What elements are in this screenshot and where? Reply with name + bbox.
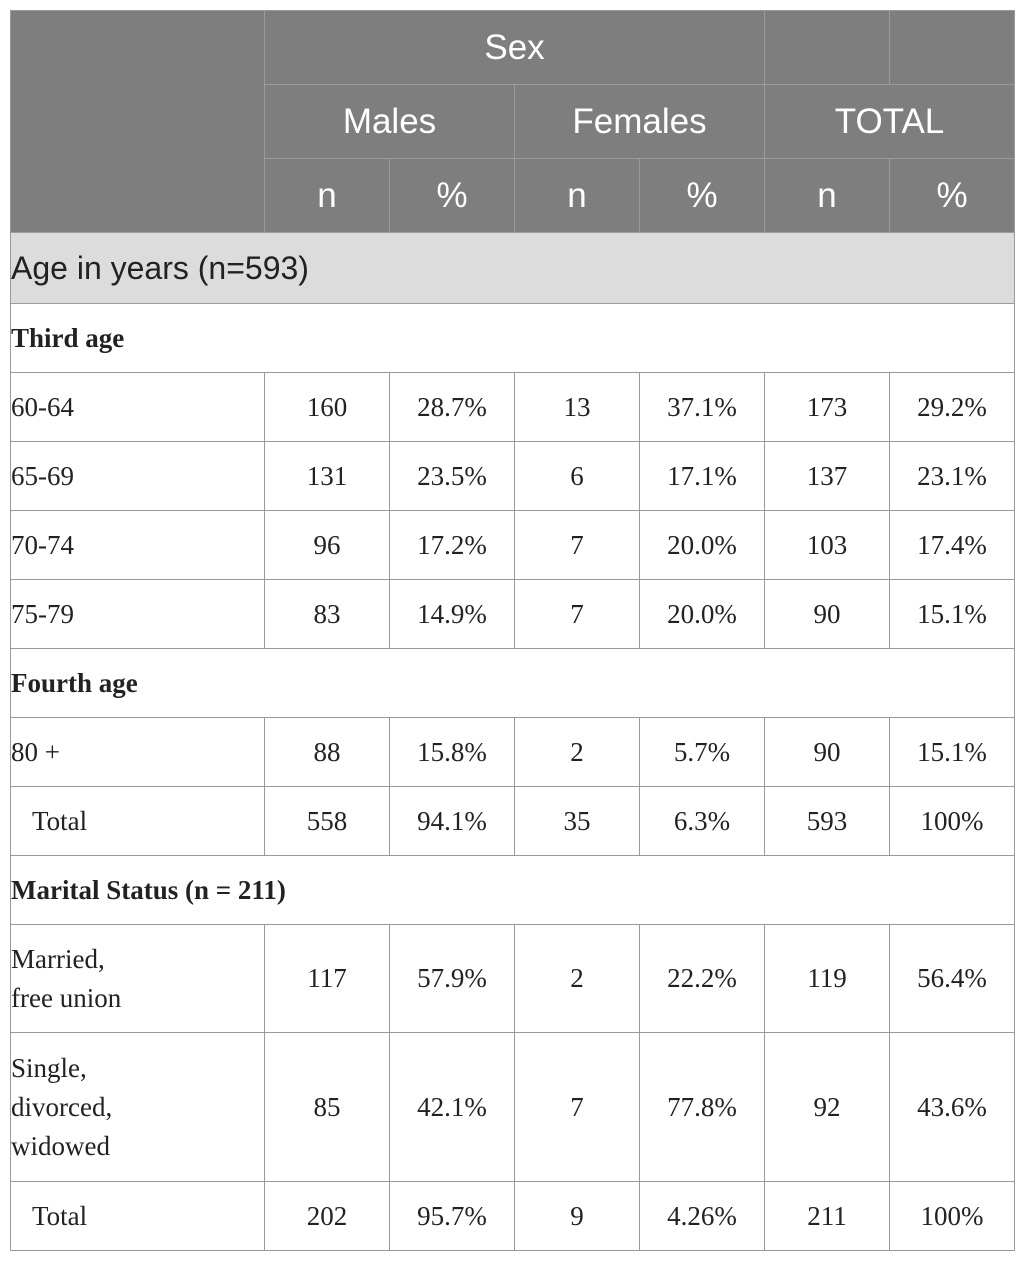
cell: 593 [765, 787, 890, 856]
cell: 14.9% [390, 580, 515, 649]
cell: 117 [265, 925, 390, 1033]
cell: 20.0% [640, 511, 765, 580]
cell: 35 [515, 787, 640, 856]
demographics-table [10, 10, 1015, 1251]
cell: 37.1% [640, 373, 765, 442]
cell: 85 [265, 1033, 390, 1182]
cell: 15.1% [890, 718, 1015, 787]
cell: 90 [765, 718, 890, 787]
table-row [11, 580, 1015, 649]
row-label: 80 + [11, 718, 265, 787]
cell: 43.6% [890, 1033, 1015, 1182]
row-label [11, 925, 265, 1033]
header-pct: % [890, 159, 1015, 233]
table-row-total [11, 787, 1015, 856]
cell: 13 [515, 373, 640, 442]
header-sex: Sex [265, 11, 765, 85]
cell: 23.5% [390, 442, 515, 511]
cell: 137 [765, 442, 890, 511]
header-n: n [765, 159, 890, 233]
row-label: 65-69 [11, 442, 265, 511]
header-females: Females [515, 85, 765, 159]
cell: 94.1% [390, 787, 515, 856]
cell: 2 [515, 718, 640, 787]
cell: 15.1% [890, 580, 1015, 649]
row-label: Total [11, 1182, 265, 1251]
header-males: Males [265, 85, 515, 159]
header-blank [765, 11, 890, 85]
table-row [11, 373, 1015, 442]
cell: 131 [265, 442, 390, 511]
row-label: 70-74 [11, 511, 265, 580]
cell: 17.4% [890, 511, 1015, 580]
row-label: Total [11, 787, 265, 856]
row-label-line: Single, [11, 1052, 87, 1083]
cell: 160 [265, 373, 390, 442]
header-pct: % [390, 159, 515, 233]
group-third-age: Third age [11, 304, 1015, 373]
header-n: n [265, 159, 390, 233]
header-pct: % [640, 159, 765, 233]
row-label-line: free union [11, 982, 122, 1013]
table-row [11, 1033, 1015, 1182]
cell: 83 [265, 580, 390, 649]
cell: 558 [265, 787, 390, 856]
row-label: 60-64 [11, 373, 265, 442]
table-row [11, 442, 1015, 511]
cell: 7 [515, 580, 640, 649]
cell: 2 [515, 925, 640, 1033]
cell: 57.9% [390, 925, 515, 1033]
table-row [11, 718, 1015, 787]
header-blank [890, 11, 1015, 85]
cell: 28.7% [390, 373, 515, 442]
cell: 5.7% [640, 718, 765, 787]
cell: 100% [890, 787, 1015, 856]
section-age-title: Age in years (n=593) [11, 233, 1015, 304]
cell: 6.3% [640, 787, 765, 856]
cell: 17.1% [640, 442, 765, 511]
row-label-line: widowed [11, 1130, 110, 1161]
cell: 88 [265, 718, 390, 787]
cell: 22.2% [640, 925, 765, 1033]
cell: 17.2% [390, 511, 515, 580]
row-label-line: Married, [11, 943, 105, 974]
cell: 7 [515, 1033, 640, 1182]
header-n: n [515, 159, 640, 233]
cell: 29.2% [890, 373, 1015, 442]
cell: 6 [515, 442, 640, 511]
group-fourth-age: Fourth age [11, 649, 1015, 718]
group-marital-status: Marital Status (n = 211) [11, 856, 1015, 925]
cell: 202 [265, 1182, 390, 1251]
cell: 90 [765, 580, 890, 649]
row-label [11, 1033, 265, 1182]
cell: 103 [765, 511, 890, 580]
header-total: TOTAL [765, 85, 1015, 159]
cell: 173 [765, 373, 890, 442]
cell: 77.8% [640, 1033, 765, 1182]
table-row-total [11, 1182, 1015, 1251]
cell: 7 [515, 511, 640, 580]
cell: 92 [765, 1033, 890, 1182]
cell: 95.7% [390, 1182, 515, 1251]
cell: 42.1% [390, 1033, 515, 1182]
cell: 20.0% [640, 580, 765, 649]
cell: 4.26% [640, 1182, 765, 1251]
cell: 56.4% [890, 925, 1015, 1033]
cell: 211 [765, 1182, 890, 1251]
row-label: 75-79 [11, 580, 265, 649]
cell: 96 [265, 511, 390, 580]
cell: 100% [890, 1182, 1015, 1251]
cell: 15.8% [390, 718, 515, 787]
cell: 9 [515, 1182, 640, 1251]
header-corner [11, 11, 265, 233]
cell: 119 [765, 925, 890, 1033]
table-row [11, 925, 1015, 1033]
row-label-line: divorced, [11, 1091, 113, 1122]
cell: 23.1% [890, 442, 1015, 511]
table-row [11, 511, 1015, 580]
